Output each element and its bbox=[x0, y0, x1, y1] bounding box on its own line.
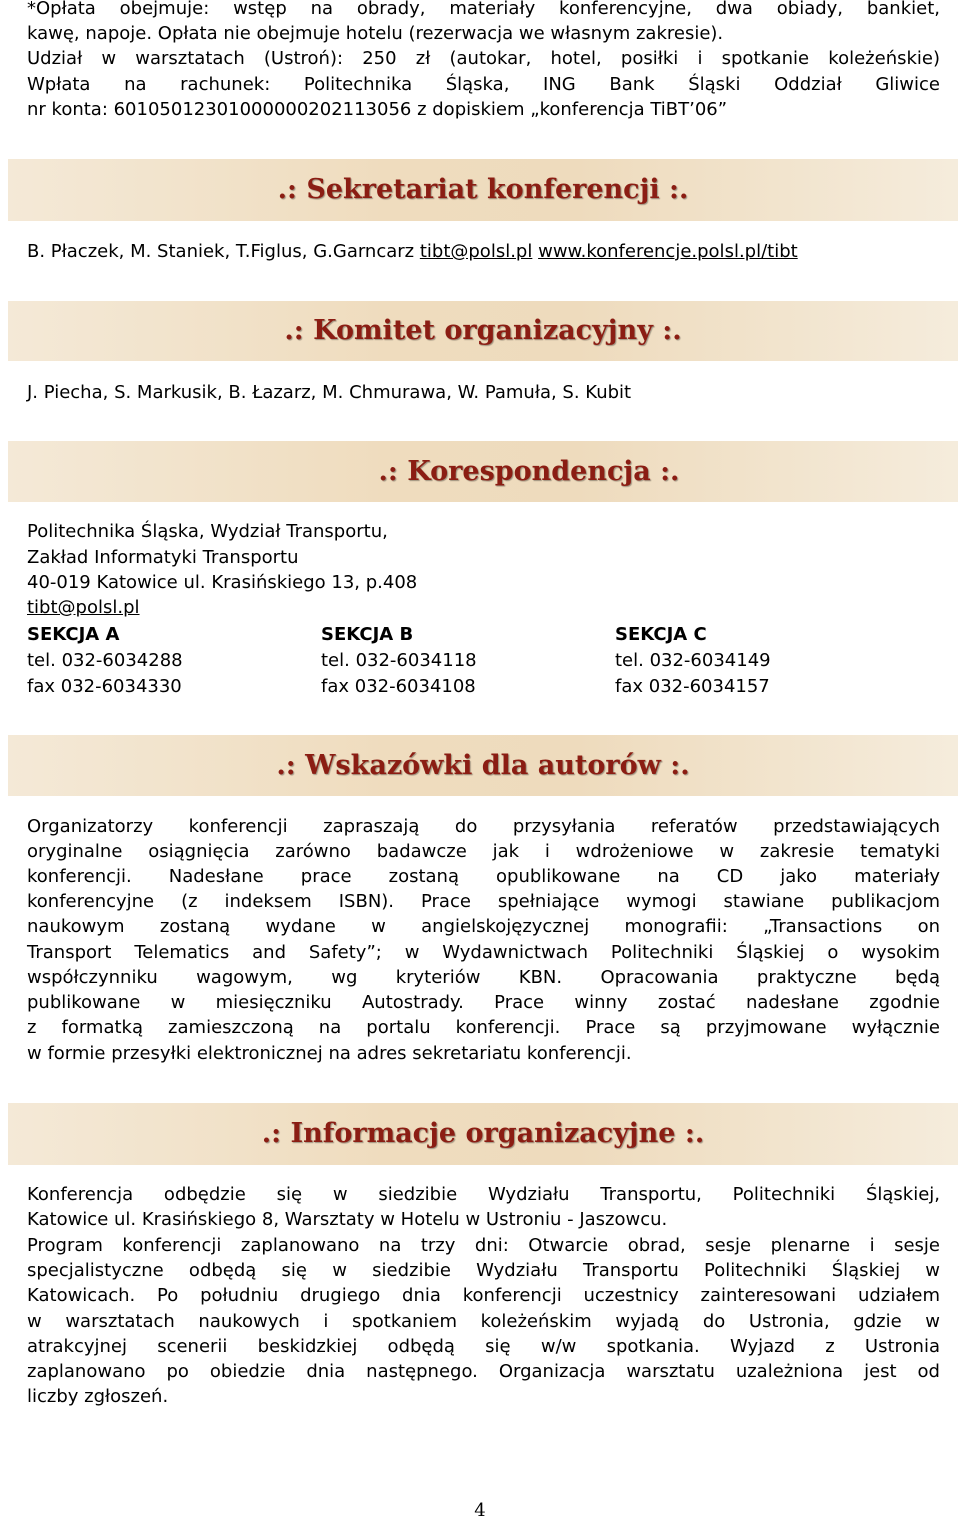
sekretariat-banner bbox=[8, 159, 958, 221]
section-a-tel: tel. 032-6034288 bbox=[27, 650, 183, 671]
sekretariat-email-link[interactable]: tibt@polsl.pl bbox=[419, 241, 533, 262]
informacje-heading: .: Informacje organizacyjne :. bbox=[261, 1118, 705, 1149]
section-b-tel: tel. 032-6034118 bbox=[321, 650, 477, 671]
sekretariat-heading: .: Sekretariat konferencji :. bbox=[277, 174, 689, 205]
paragraph-line: Katowice ul. Krasińskiego 8, Warsztaty w Hotelu w Ustroniu - Jaszowcu. bbox=[27, 1209, 668, 1230]
section-c-name: SEKCJA C bbox=[615, 624, 707, 645]
paragraph-line: Transport Telematics and Safety”; w Wydawnictwach Politechniki Śląskiej o wysokim bbox=[27, 942, 940, 963]
korespondencja-heading: .: Korespondencja :. bbox=[378, 456, 680, 487]
paragraph-line: z formatką zamieszczoną na portalu konferencji. Prace są przyjmowane wyłącznie bbox=[27, 1017, 940, 1038]
address-line: Politechnika Śląska, Wydział Transportu, bbox=[27, 521, 388, 542]
korespondencja-banner bbox=[8, 441, 958, 502]
address-line: Zakład Informatyki Transportu bbox=[27, 547, 299, 568]
intro-line: Wpłata na rachunek: Politechnika Śląska, ING Bank Śląski Oddział Gliwice bbox=[27, 74, 940, 95]
intro-line: kawę, napoje. Opłata nie obejmuje hotelu (rezerwacja we własnym zakresie). bbox=[27, 23, 724, 44]
paragraph-line: specjalistyczne odbędą się w siedzibie Wydziału Transportu Politechniki Śląskiej w bbox=[27, 1260, 940, 1281]
paragraph-line: konferencyjne (z indeksem ISBN). Prace spełniające wymogi stawiane publikacjom bbox=[27, 891, 940, 912]
komitet-banner bbox=[8, 301, 958, 361]
section-c-fax: fax 032-6034157 bbox=[615, 676, 770, 697]
informacje-banner bbox=[8, 1103, 958, 1165]
section-b-name: SEKCJA B bbox=[321, 624, 414, 645]
paragraph-line: Konferencja odbędzie się w siedzibie Wydziału Transportu, Politechniki Śląskiej, bbox=[27, 1184, 940, 1205]
paragraph-line: zaplanowano po obiedzie dnia następnego. Organizacja warsztatu uzależniona jest od bbox=[27, 1361, 940, 1382]
paragraph-line: Organizatorzy konferencji zapraszają do przysyłania referatów przedstawiających bbox=[27, 816, 940, 837]
paragraph-line: liczby zgłoszeń. bbox=[27, 1386, 169, 1407]
wskazowki-heading: .: Wskazówki dla autorów :. bbox=[276, 750, 690, 781]
intro-line: Udział w warsztatach (Ustroń): 250 zł (autokar, hotel, posiłki i spotkanie koleżeńskie) bbox=[27, 48, 940, 69]
sekretariat-contacts bbox=[27, 239, 798, 264]
sekretariat-website-link[interactable]: www.konferencje.polsl.pl/tibt bbox=[538, 241, 798, 262]
paragraph-line: Katowicach. Po południu drugiego dnia konferencji uczestnicy zainteresowani udziałem bbox=[27, 1285, 940, 1306]
paragraph-line: w warsztatach naukowych i spotkaniem koleżeńskim wyjadą do Ustronia, gdzie w bbox=[27, 1311, 940, 1332]
paragraph-line: w formie przesyłki elektronicznej na adres sekretariatu konferencji. bbox=[27, 1043, 632, 1064]
page-number: 4 bbox=[474, 1500, 486, 1521]
paragraph-line: konferencji. Nadesłane prace zostaną opublikowane na CD jako materiały bbox=[27, 866, 940, 887]
paragraph-line: współczynniku wagowym, wg kryteriów KBN. Opracowania praktyczne będą bbox=[27, 967, 940, 988]
sekretariat-names: B. Płaczek, M. Staniek, T.Figlus, G.Garncarz bbox=[27, 241, 420, 262]
intro-line: *Opłata obejmuje: wstęp na obrady, materiały konferencyjne, dwa obiady, bankiet, bbox=[27, 0, 940, 19]
wskazowki-banner bbox=[8, 735, 958, 796]
paragraph-line: atrakcyjnej scenerii beskidzkiej odbędą się w/w spotkania. Wyjazd z Ustronia bbox=[27, 1336, 940, 1357]
address-line: 40-019 Katowice ul. Krasińskiego 13, p.408 bbox=[27, 572, 418, 593]
korespondencja-email-row bbox=[27, 595, 140, 620]
section-a-fax: fax 032-6034330 bbox=[27, 676, 182, 697]
paragraph-line: oryginalne osiągnięcia zarówno badawcze jak i wdrożeniowe w zakresie tematyki bbox=[27, 841, 940, 862]
paragraph-line: naukowym zostaną wydane w angielskojęzycznej monografii: „Transactions on bbox=[27, 916, 940, 937]
korespondencja-email-link[interactable]: tibt@polsl.pl bbox=[27, 597, 140, 618]
paragraph-line: publikowane w miesięczniku Autostrady. Prace winny zostać nadesłane zgodnie bbox=[27, 992, 940, 1013]
paragraph-line: Program konferencji zaplanowano na trzy dni: Otwarcie obrad, sesje plenarne i sesje bbox=[27, 1235, 940, 1256]
section-c-tel: tel. 032-6034149 bbox=[615, 650, 771, 671]
komitet-heading: .: Komitet organizacyjny :. bbox=[284, 315, 682, 346]
section-b-fax: fax 032-6034108 bbox=[321, 676, 476, 697]
section-a-name: SEKCJA A bbox=[27, 624, 120, 645]
komitet-names: J. Piecha, S. Markusik, B. Łazarz, M. Chmurawa, W. Pamuła, S. Kubit bbox=[27, 382, 632, 403]
intro-line: nr konta: 60105012301000000202113056 z dopiskiem „konferencja TiBT’06” bbox=[27, 99, 728, 120]
